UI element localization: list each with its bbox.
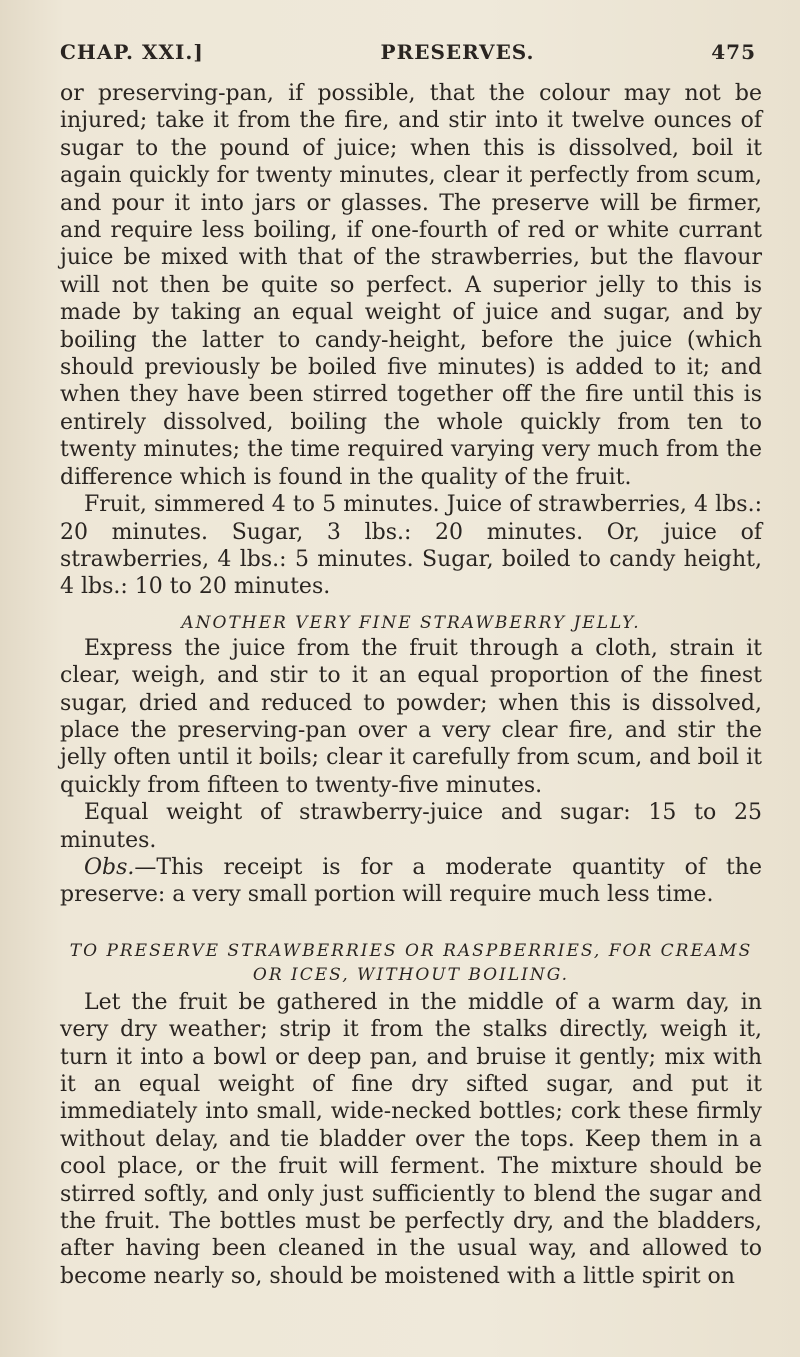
paragraph-jelly-timings: Equal weight of strawberry-juice and sugar: 15 to 25 minutes. <box>60 800 762 853</box>
obs-text: —This receipt is for a moderate quantity of the preserve: a very small portion will require much less time. <box>60 854 762 908</box>
chapter-label: CHAP. XXI.] <box>60 40 204 64</box>
paragraph-timings: Fruit, simmered 4 to 5 minutes. Juice of strawberries, 4 lbs.: 20 minutes. Sugar, 3 lbs.: 20 minutes. Or, juice of strawberries, 4 lbs.: 5 minutes. Sugar, boiled to candy height, 4 lbs.: 10 to 20 minutes. <box>60 492 762 600</box>
heading-preserve-without-boiling: TO PRESERVE STRAWBERRIES OR RASPBERRIES, FOR CREAMS OR ICES, WITHOUT BOILING. <box>69 940 753 985</box>
paragraph-preserve-method: or preserving-pan, if possible, that the colour may not be injured; take it from the fire, and stir into it twelve ounces of sugar to the pound of juice; when this is dissolved, boil it again quickly for twenty minutes, clear it perfectly from scum, and pour it into jars or glasses. The preserve will be firmer, and require less boiling, if one-fourth of red or white currant juice be mixed with that of the strawberries, but the flavour will not then be quite so perfect. A superior jelly to this is made by taking an equal weight of juice and sugar, and by boiling the latter to candy-height, before the juice (which should previously be boiled five minutes) is added to it; and when they have been stirred together off the fire until this is entirely dissolved, boiling the whole quickly from ten to twenty minutes; the time required varying very much from the difference which is found in the quality of the fruit. <box>60 81 762 490</box>
running-header <box>60 40 762 64</box>
heading-another-strawberry-jelly: ANOTHER VERY FINE STRAWBERRY JELLY. <box>181 612 641 633</box>
paragraph-jelly-method: Express the juice from the fruit through a cloth, strain it clear, weigh, and stir to it an equal proportion of the finest sugar, dried and reduced to powder; when this is dissolved, place the preserving-pan over a very clear fire, and stir the jelly often until it boils; clear it carefully from scum, and boil it quickly from fifteen to twenty-five minutes. <box>60 635 762 798</box>
page-number: 475 <box>711 40 756 64</box>
obs-label: Obs. <box>84 854 135 880</box>
paragraph-without-boiling-method: Let the fruit be gathered in the middle of a warm day, in very dry weather; strip it from the stalks directly, weigh it, turn it into a bowl or deep pan, and bruise it gently; mix with it an equal weight of fine dry sifted sugar, and put it immediately into small, wide-necked bottles; cork these firmly without delay, and tie bladder over the tops. Keep them in a cool place, or the fruit will ferment. The mixture should be stirred softly, and only just sufficiently to blend the sugar and the fruit. The bottles must be perfectly dry, and the bladders, after having been cleaned in the usual way, and allowed to become nearly so, should be moistened with a little spirit on <box>60 989 762 1289</box>
section-title: PRESERVES. <box>380 40 535 64</box>
paragraph-observation <box>60 854 762 909</box>
